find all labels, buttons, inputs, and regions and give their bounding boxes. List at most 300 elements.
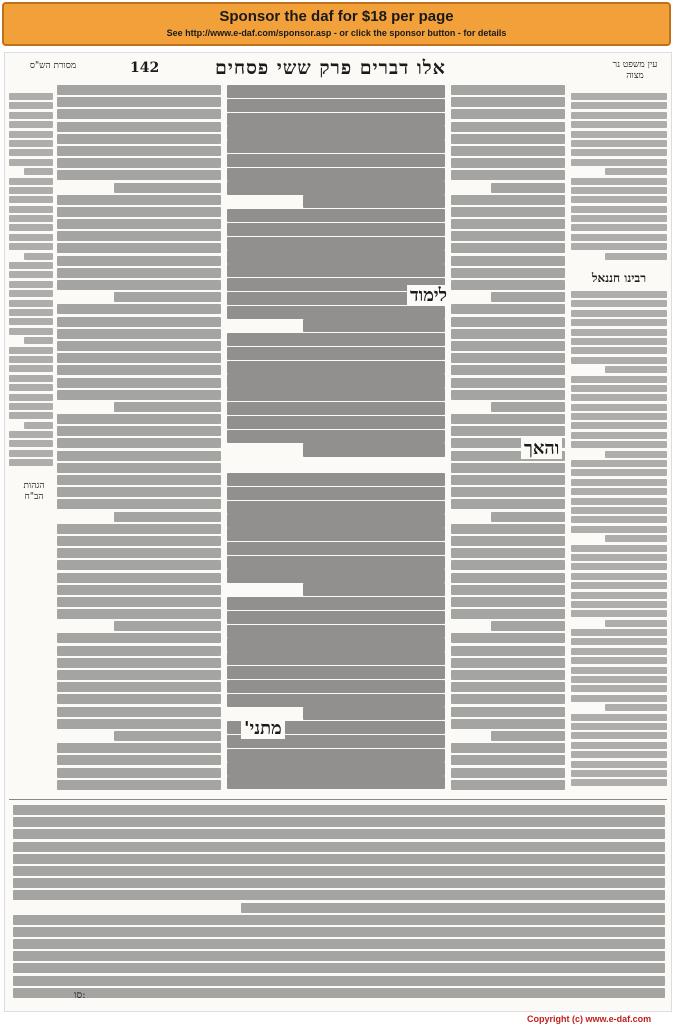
- text-line: [571, 206, 667, 213]
- text-line: [571, 714, 667, 721]
- text-line: [9, 262, 53, 269]
- text-line: [451, 487, 565, 497]
- text-line: [451, 499, 565, 509]
- text-line: [227, 264, 445, 277]
- text-line: [571, 112, 667, 119]
- text-line: [571, 751, 667, 758]
- text-line: [114, 292, 221, 302]
- text-line: [571, 573, 667, 580]
- text-line: [571, 441, 667, 448]
- text-line: [451, 719, 565, 729]
- text-line: [571, 149, 667, 156]
- text-line: [571, 102, 667, 109]
- page-title: אלו דברים פרק ששי פסחים: [215, 57, 446, 79]
- text-line: [57, 597, 221, 607]
- text-line: [451, 122, 565, 132]
- text-line: [9, 178, 53, 185]
- text-line: [13, 915, 665, 925]
- text-line: [571, 488, 667, 495]
- text-line: [451, 365, 565, 375]
- text-line: [227, 514, 445, 527]
- text-line: [451, 268, 565, 278]
- sponsor-banner[interactable]: [2, 2, 671, 46]
- text-line: [13, 988, 665, 998]
- text-line: [57, 475, 221, 485]
- text-line: [57, 573, 221, 583]
- text-line: [571, 224, 667, 231]
- text-line: [571, 131, 667, 138]
- text-line: [451, 633, 565, 643]
- text-line: [57, 499, 221, 509]
- text-line: [9, 290, 53, 297]
- text-line: [57, 463, 221, 473]
- text-line: [451, 548, 565, 558]
- text-line: [451, 658, 565, 668]
- text-line: [57, 341, 221, 351]
- text-line: [57, 195, 221, 205]
- text-line: [57, 329, 221, 339]
- text-line: [451, 146, 565, 156]
- text-line: [13, 866, 665, 876]
- text-line: [451, 378, 565, 388]
- text-line: [227, 402, 445, 415]
- text-line: [114, 731, 221, 741]
- text-line: [57, 378, 221, 388]
- text-line: [13, 939, 665, 949]
- text-line: [571, 732, 667, 739]
- text-line: [571, 310, 667, 317]
- text-line: [571, 404, 667, 411]
- text-line: [571, 779, 667, 786]
- text-line: [57, 438, 221, 448]
- text-line: [9, 271, 53, 278]
- text-line: [571, 121, 667, 128]
- text-line: [9, 149, 53, 156]
- text-line: [571, 338, 667, 345]
- text-line: [571, 516, 667, 523]
- text-line: [451, 768, 565, 778]
- text-line: [227, 473, 445, 486]
- text-line: [57, 390, 221, 400]
- text-line: [227, 140, 445, 153]
- text-line: [57, 487, 221, 497]
- text-line: [451, 256, 565, 266]
- text-line: [451, 646, 565, 656]
- text-line: [451, 609, 565, 619]
- text-line: [451, 573, 565, 583]
- text-line: [451, 524, 565, 534]
- ein-mishpat-label: עין משפט נר מצוה: [612, 60, 658, 81]
- text-line: [9, 375, 53, 382]
- text-line: [571, 629, 667, 636]
- text-line: [227, 388, 445, 401]
- text-line: [571, 554, 667, 561]
- text-line: [451, 170, 565, 180]
- text-line: [24, 337, 53, 344]
- text-line: [13, 963, 665, 973]
- text-line: [571, 526, 667, 533]
- text-line: [451, 414, 565, 424]
- text-line: [9, 394, 53, 401]
- text-line: [451, 463, 565, 473]
- text-line: [451, 585, 565, 595]
- text-line: [57, 609, 221, 619]
- text-line: [227, 638, 445, 651]
- gemara-column-top: [227, 85, 445, 465]
- text-line: [9, 206, 53, 213]
- text-line: [451, 475, 565, 485]
- text-line: [571, 376, 667, 383]
- text-line: [57, 122, 221, 132]
- text-line: [451, 231, 565, 241]
- text-line: [57, 707, 221, 717]
- text-line: [9, 347, 53, 354]
- text-line: [9, 318, 53, 325]
- text-line: [451, 390, 565, 400]
- hagahot-label: הגהות הב"ח: [23, 481, 45, 502]
- text-line: [227, 501, 445, 514]
- text-line: [9, 243, 53, 250]
- text-line: [571, 93, 667, 100]
- rabbeinu-chananel-label: רבינו חננאל: [591, 271, 647, 285]
- text-line: [13, 842, 665, 852]
- text-line: [57, 670, 221, 680]
- text-line: [57, 524, 221, 534]
- text-line: [9, 412, 53, 419]
- text-line: [451, 158, 565, 168]
- text-line: [57, 170, 221, 180]
- text-line: [491, 512, 565, 522]
- text-line: [227, 694, 445, 707]
- text-line: [9, 121, 53, 128]
- text-line: [571, 667, 667, 674]
- text-line: [57, 646, 221, 656]
- text-line: [227, 430, 445, 443]
- text-line: [571, 243, 667, 250]
- talmud-page: [4, 52, 672, 1012]
- text-line: [9, 459, 53, 466]
- text-line: [227, 749, 445, 762]
- text-line: [57, 304, 221, 314]
- text-line: [57, 85, 221, 95]
- tosafot-column: [57, 85, 221, 795]
- text-line: [57, 585, 221, 595]
- page-header: [5, 57, 671, 83]
- text-line: [227, 416, 445, 429]
- text-line: [605, 253, 667, 260]
- text-line: [9, 159, 53, 166]
- text-line: [451, 597, 565, 607]
- text-line: [57, 536, 221, 546]
- text-line: [57, 755, 221, 765]
- text-line: [13, 817, 665, 827]
- page-number: 142: [130, 60, 160, 76]
- text-line: [571, 601, 667, 608]
- text-line: [227, 168, 445, 181]
- text-line: [605, 704, 667, 711]
- text-line: [571, 507, 667, 514]
- text-line: [571, 422, 667, 429]
- text-line: [571, 638, 667, 645]
- text-line: [57, 256, 221, 266]
- text-line: [9, 131, 53, 138]
- gemara-column-bottom: [227, 473, 445, 793]
- text-line: [451, 426, 565, 436]
- text-line: [571, 592, 667, 599]
- text-line: [571, 563, 667, 570]
- text-line: [227, 154, 445, 167]
- text-line: [57, 353, 221, 363]
- text-line: [9, 403, 53, 410]
- text-line: [451, 780, 565, 790]
- text-line: [303, 443, 445, 456]
- text-line: [57, 268, 221, 278]
- text-line: [227, 652, 445, 665]
- text-line: [491, 731, 565, 741]
- text-line: [571, 385, 667, 392]
- text-line: [13, 976, 665, 986]
- text-line: [227, 374, 445, 387]
- text-line: [227, 542, 445, 555]
- text-line: [605, 620, 667, 627]
- text-line: [9, 300, 53, 307]
- text-line: [571, 657, 667, 664]
- masoret-hashas-label: מסורת הש"ס: [29, 61, 77, 71]
- text-line: [227, 625, 445, 638]
- text-line: [9, 93, 53, 100]
- text-line: [227, 223, 445, 236]
- text-line: [571, 234, 667, 241]
- text-line: [571, 742, 667, 749]
- text-line: [227, 237, 445, 250]
- opening-word-rashi: לימוד: [407, 285, 450, 306]
- text-line: [571, 460, 667, 467]
- text-line: [451, 694, 565, 704]
- text-line: [571, 394, 667, 401]
- text-line: [571, 347, 667, 354]
- text-line: [57, 243, 221, 253]
- text-line: [303, 319, 445, 332]
- text-line: [57, 219, 221, 229]
- text-line: [57, 694, 221, 704]
- text-line: [57, 682, 221, 692]
- text-line: [57, 231, 221, 241]
- text-line: [114, 512, 221, 522]
- text-line: [9, 234, 53, 241]
- text-line: [451, 304, 565, 314]
- text-line: [227, 611, 445, 624]
- text-line: [57, 365, 221, 375]
- text-line: [9, 112, 53, 119]
- text-line: [227, 680, 445, 693]
- text-line: [227, 556, 445, 569]
- text-line: [451, 329, 565, 339]
- text-line: [571, 357, 667, 364]
- text-line: [451, 97, 565, 107]
- sponsor-title: Sponsor the daf for $18 per page: [219, 8, 454, 25]
- text-line: [605, 168, 667, 175]
- text-line: [9, 196, 53, 203]
- text-line: [13, 854, 665, 864]
- text-line: [57, 426, 221, 436]
- rabbeinu-chananel-column: [571, 291, 667, 791]
- text-line: [451, 134, 565, 144]
- text-line: [571, 187, 667, 194]
- text-line: [227, 99, 445, 112]
- text-line: [303, 707, 445, 720]
- copyright-footer[interactable]: Copyright (c) www.e-daf.com: [527, 1014, 652, 1024]
- text-line: [571, 300, 667, 307]
- sponsor-subtitle: See http://www.e-daf.com/sponsor.asp - or click the sponsor button - for details: [166, 28, 507, 38]
- text-line: [605, 451, 667, 458]
- text-line: [571, 413, 667, 420]
- mishna-marker: מתני': [241, 718, 285, 739]
- text-line: [57, 658, 221, 668]
- text-line: [24, 168, 53, 175]
- text-line: [571, 291, 667, 298]
- text-line: [491, 402, 565, 412]
- text-line: [451, 85, 565, 95]
- text-line: [227, 597, 445, 610]
- text-line: [571, 479, 667, 486]
- text-line: [9, 140, 53, 147]
- text-line: [13, 927, 665, 937]
- text-line: [24, 253, 53, 260]
- text-line: [451, 280, 565, 290]
- text-line: [9, 102, 53, 109]
- text-line: [57, 97, 221, 107]
- text-line: [227, 347, 445, 360]
- text-line: [227, 85, 445, 98]
- text-line: [57, 280, 221, 290]
- text-line: [9, 281, 53, 288]
- text-line: [57, 158, 221, 168]
- text-line: [491, 292, 565, 302]
- text-line: [57, 780, 221, 790]
- text-line: [571, 498, 667, 505]
- text-line: [9, 328, 53, 335]
- text-line: [9, 356, 53, 363]
- text-line: [13, 829, 665, 839]
- text-line: [57, 548, 221, 558]
- text-line: [227, 528, 445, 541]
- text-line: [303, 195, 445, 208]
- text-line: [451, 109, 565, 119]
- text-line: [57, 560, 221, 570]
- text-line: [114, 183, 221, 193]
- text-line: [227, 306, 445, 319]
- text-line: [451, 743, 565, 753]
- text-line: [227, 126, 445, 139]
- text-line: [9, 309, 53, 316]
- text-line: [57, 317, 221, 327]
- text-line: [571, 676, 667, 683]
- text-line: [571, 723, 667, 730]
- text-line: [451, 670, 565, 680]
- text-line: [227, 113, 445, 126]
- text-line: [571, 196, 667, 203]
- text-line: [451, 682, 565, 692]
- text-line: [571, 319, 667, 326]
- text-line: [571, 582, 667, 589]
- text-line: [451, 707, 565, 717]
- text-line: [227, 181, 445, 194]
- text-line: [605, 366, 667, 373]
- text-line: [571, 329, 667, 336]
- text-line: [491, 621, 565, 631]
- text-line: [571, 140, 667, 147]
- text-line: [9, 450, 53, 457]
- text-line: [571, 178, 667, 185]
- text-line: [451, 755, 565, 765]
- footer-marker: סו:: [74, 990, 86, 1001]
- text-line: [57, 743, 221, 753]
- text-line: [9, 187, 53, 194]
- bottom-divider: [9, 799, 667, 800]
- text-line: [451, 353, 565, 363]
- text-line: [9, 431, 53, 438]
- text-line: [571, 648, 667, 655]
- ein-mishpat-column: [571, 93, 667, 263]
- text-line: [227, 487, 445, 500]
- text-line: [451, 207, 565, 217]
- text-line: [9, 440, 53, 447]
- text-line: [57, 633, 221, 643]
- text-line: [571, 469, 667, 476]
- bottom-commentary-block: [13, 805, 665, 1005]
- text-line: [571, 685, 667, 692]
- text-line: [451, 341, 565, 351]
- text-line: [571, 770, 667, 777]
- text-line: [227, 666, 445, 679]
- text-line: [9, 365, 53, 372]
- text-line: [451, 560, 565, 570]
- text-line: [13, 805, 665, 815]
- text-line: [13, 890, 665, 900]
- text-line: [227, 361, 445, 374]
- text-line: [9, 215, 53, 222]
- text-line: [57, 768, 221, 778]
- text-line: [227, 333, 445, 346]
- text-line: [571, 761, 667, 768]
- text-line: [491, 183, 565, 193]
- text-line: [451, 317, 565, 327]
- text-line: [57, 414, 221, 424]
- text-line: [241, 903, 665, 913]
- text-line: [571, 159, 667, 166]
- text-line: [571, 432, 667, 439]
- text-line: [451, 536, 565, 546]
- text-line: [24, 422, 53, 429]
- text-line: [571, 545, 667, 552]
- opening-word-tosafot: והאך: [521, 438, 562, 459]
- text-line: [605, 535, 667, 542]
- text-line: [57, 109, 221, 119]
- text-line: [227, 250, 445, 263]
- text-line: [227, 762, 445, 775]
- text-line: [57, 719, 221, 729]
- text-line: [571, 695, 667, 702]
- text-line: [303, 583, 445, 596]
- text-line: [13, 878, 665, 888]
- text-line: [571, 215, 667, 222]
- margin-left-column: [9, 93, 53, 473]
- text-line: [57, 451, 221, 461]
- text-line: [57, 146, 221, 156]
- text-line: [57, 134, 221, 144]
- text-line: [9, 384, 53, 391]
- text-line: [451, 195, 565, 205]
